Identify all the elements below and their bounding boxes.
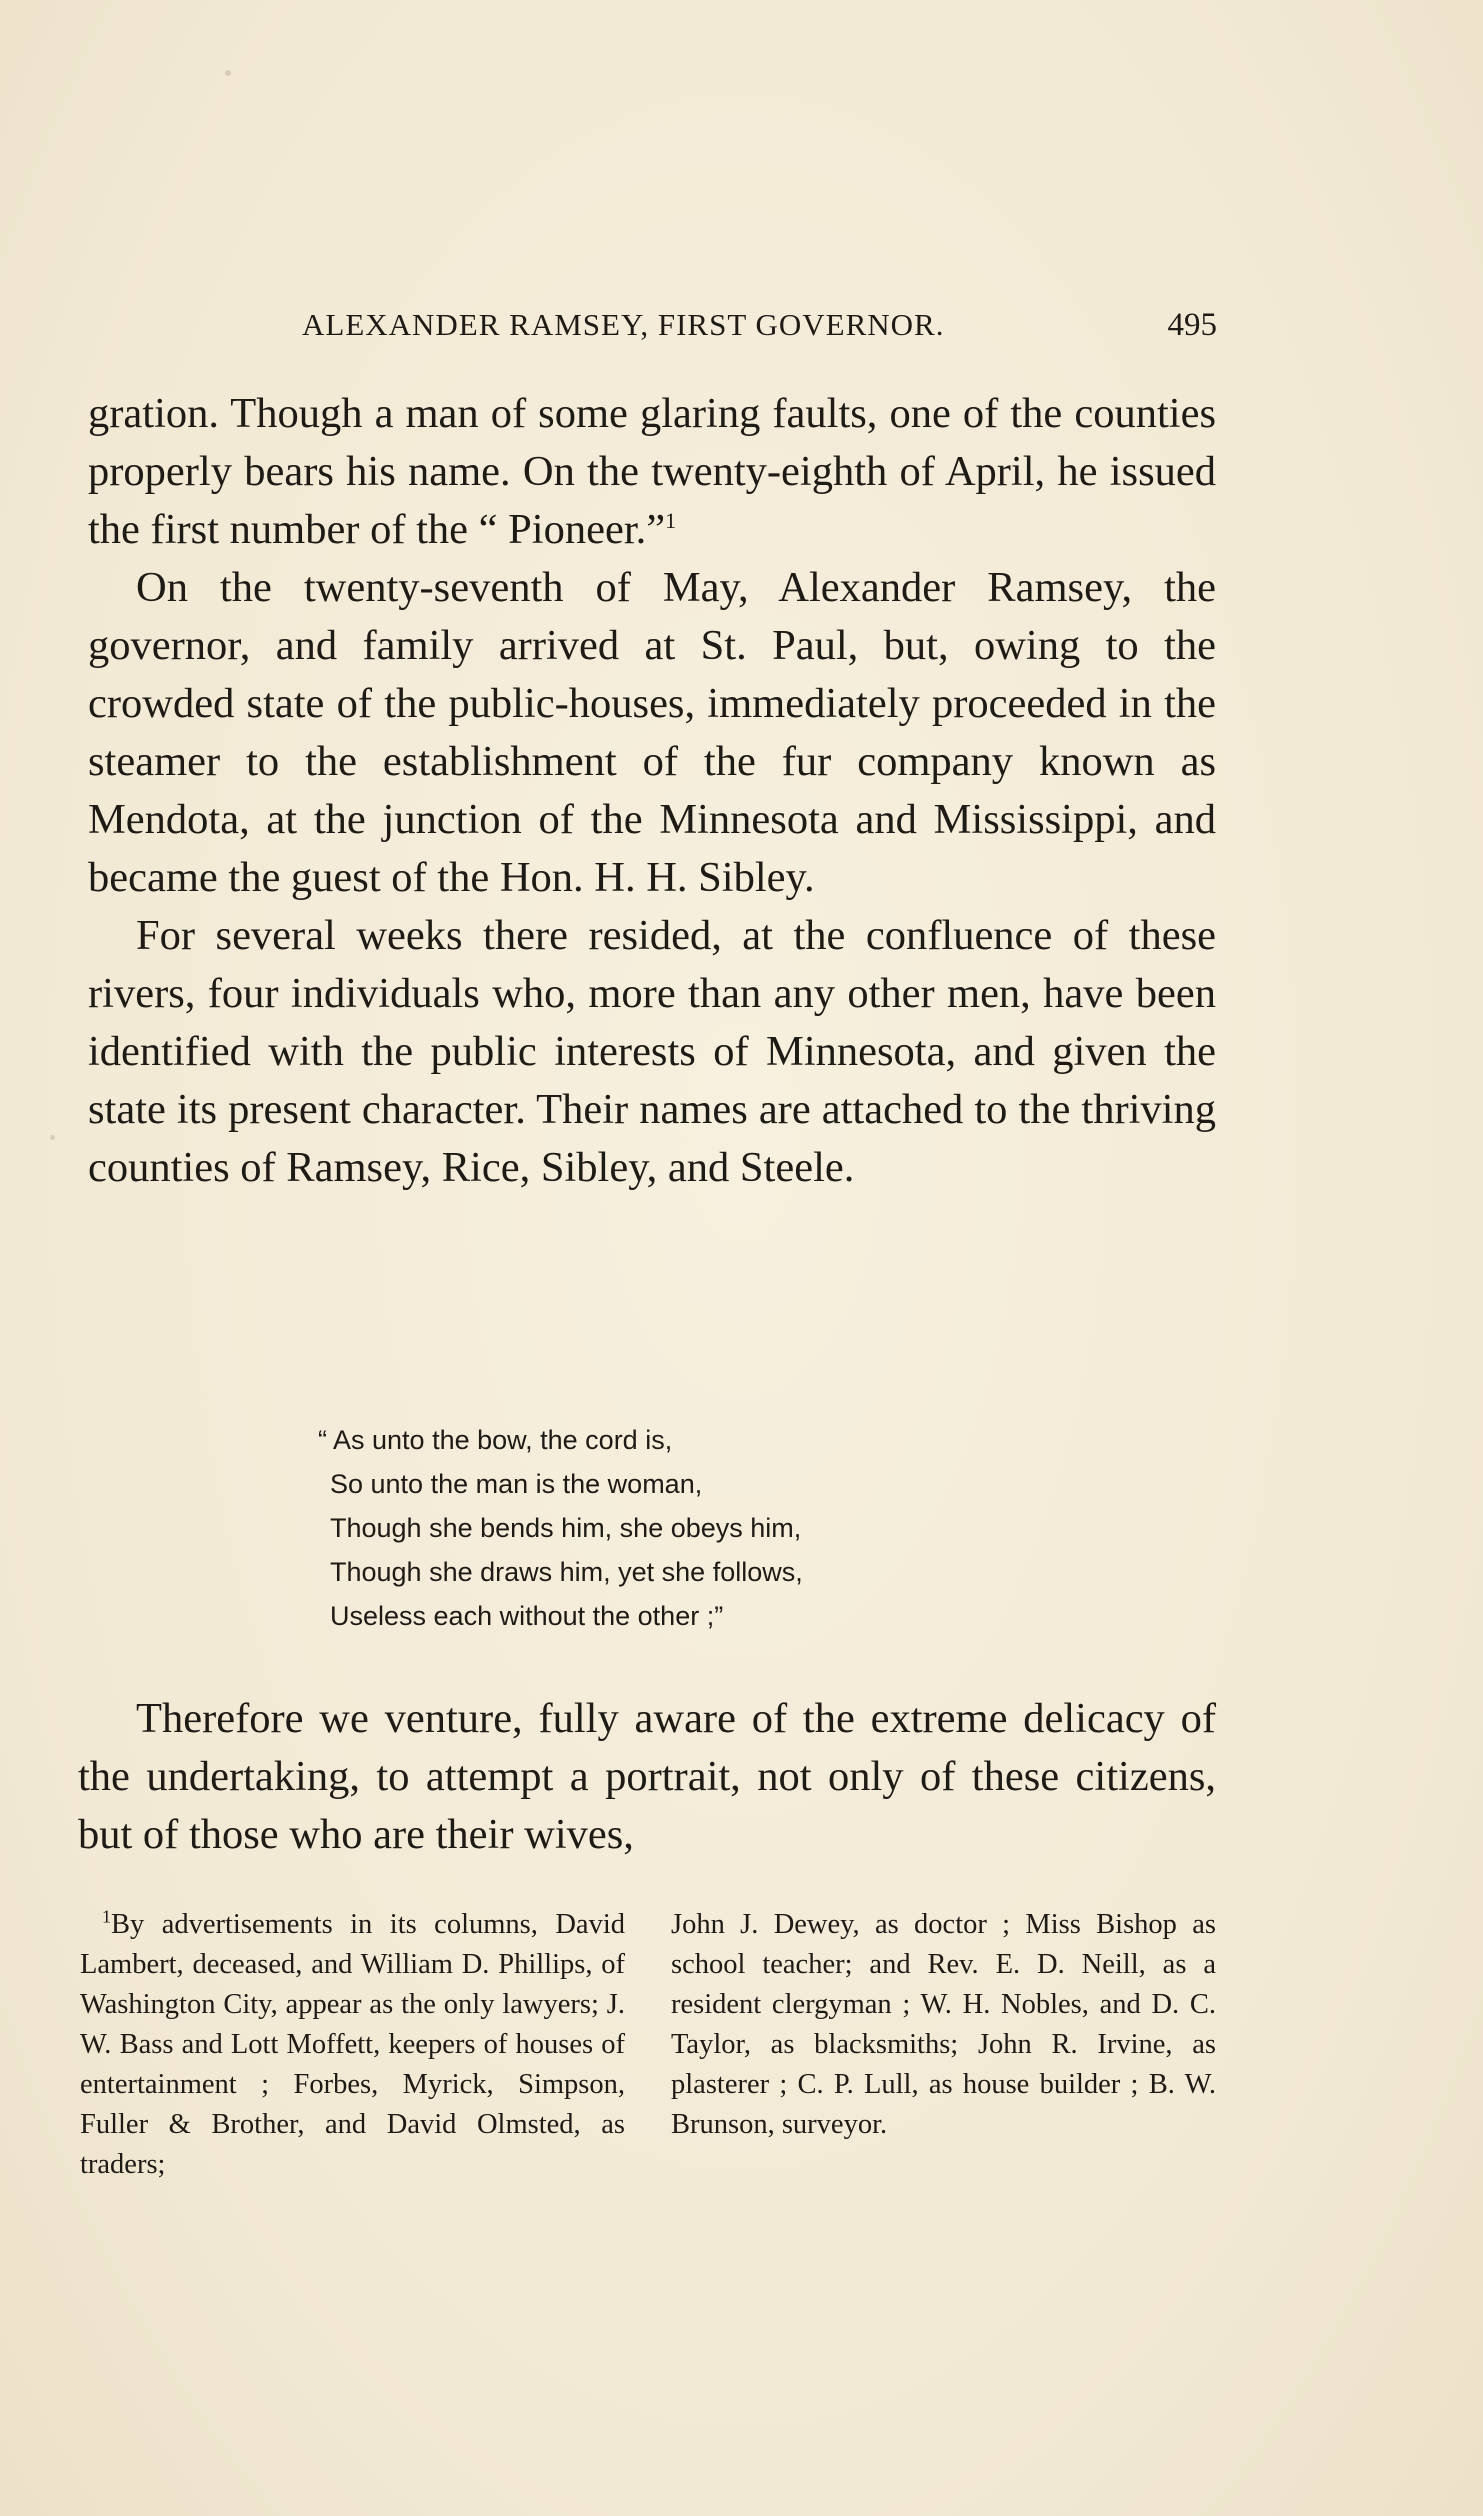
body-text <box>88 385 1216 1197</box>
paper-spot <box>50 1135 55 1140</box>
paragraph-ramsey-arrival: On the twenty-seventh of May, Alexander Ramsey, the governor, and family arrived at St. Paul, but, owing to the crowded state of the public-houses, immediately proceeded in the steamer to the establishment of the fur company known as Mendota, at the junction of the Minnesota and Mississippi, and became the guest of the Hon. H. H. Sibley. <box>88 564 1216 901</box>
footnote-mark: 1 <box>102 1906 111 1927</box>
page-number: 495 <box>1167 307 1217 343</box>
footnote-column-right: John J. Dewey, as doctor ; Miss Bishop as school teacher; and Rev. E. D. Neill, as a resident clergyman ; W. H. Nobles, and D. C. Taylor, as blacksmiths; John R. Irvine, as plasterer ; C. P. Lull, as house builder ; B. W. Brunson, surveyor. <box>671 1909 1216 2140</box>
running-head <box>92 300 1217 350</box>
paragraph-portrait: Therefore we venture, fully aware of the extreme delicacy of the undertaking, to attempt a portrait, not only of these citizens, but of those who are their wives, <box>78 1695 1216 1858</box>
footnote <box>80 1905 1216 2185</box>
poem-line: Though she bends him, she obeys him, <box>330 1513 802 1543</box>
poem-line: So unto the man is the woman, <box>330 1469 703 1499</box>
footnote-text-left: By advertisements in its columns, David Lambert, deceased, and William D. Phillips, of Washington City, appear as the only lawyers; J. W. Bass and Lott Moffett, keepers of houses of entertainment ; Forbes, Myrick, Simpson, Fuller & Brother, and David Olmsted, as traders; <box>80 1909 625 2180</box>
paragraph-confluence: For several weeks there resided, at the confluence of these rivers, four individuals who, more than any other men, have been identified with the public interests of Minnesota, and given the state its present character. Their names are attached to the thriving counties of Ramsey, Rice, Sibley, and Steele. <box>88 912 1216 1191</box>
poem-line: “ As unto the bow, the cord is, <box>318 1425 673 1455</box>
footnote-reference: 1 <box>665 507 677 533</box>
footnote-column-left <box>80 1905 625 2185</box>
poem-quotation <box>318 1418 1130 1638</box>
paragraph-pioneer-text: gration. Though a man of some glaring faults, one of the counties properly bears his name. On the twenty-eighth of April, he issued the first number of the “ Pioneer.” <box>88 390 1216 553</box>
running-title: ALEXANDER RAMSEY, FIRST GOVERNOR. <box>302 307 945 342</box>
poem-line: Useless each without the other ;” <box>330 1601 724 1631</box>
closing-text <box>78 1690 1216 1864</box>
paragraph-pioneer <box>88 385 1216 559</box>
paper-spot <box>225 70 231 76</box>
poem-line: Though she draws him, yet she follows, <box>330 1557 803 1587</box>
